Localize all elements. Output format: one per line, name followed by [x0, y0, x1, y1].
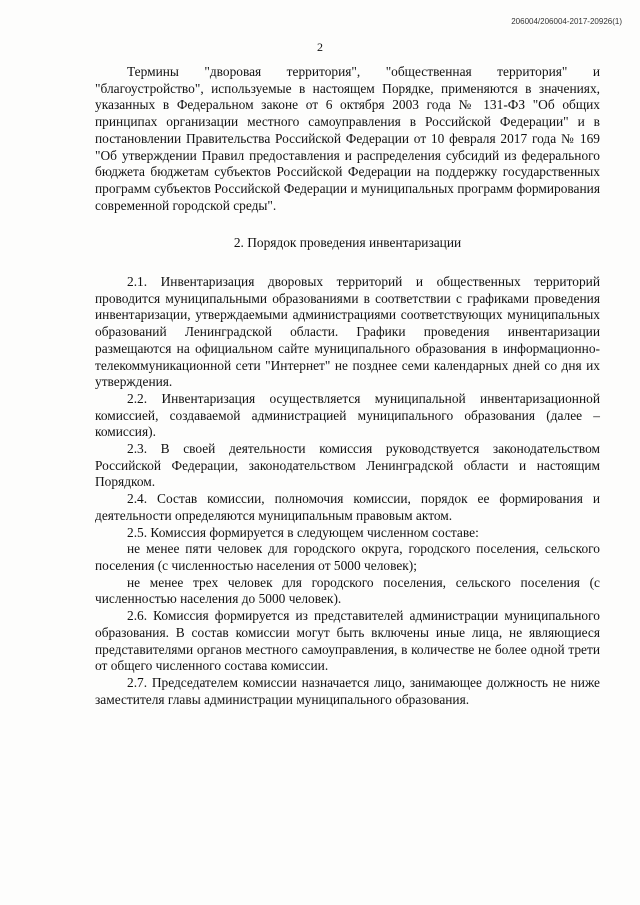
page-number: 2 — [317, 40, 323, 54]
intro-paragraph: Термины "дворовая территория", "общественная территория" и "благоустройство", используемые в настоящем Порядке, применяются в значениях, указанных в Федеральном законе от 6 октября 2003 года № 131-ФЗ "Об общих принципах организации местного самоуправления в Российской Федерации" и в постановлении Правительства Российской Федерации от 10 февраля 2017 года № 169 "Об утверждении Правил предоставления и распределения субсидий из федерального бюджета бюджетам субъектов Российской Федерации на поддержку государственных программ субъектов Российской Федерации и муниципальных программ формирования современной городской среды". — [95, 64, 600, 213]
paragraph-2-6: 2.6. Комиссия формируется из представителей администрации муниципального образования. В состав комиссии могут быть включены иные лица, не являющиеся представителями органов местного самоуправления, в количестве не более одной трети от общего численного состава комиссии. — [95, 608, 600, 674]
document-body — [95, 64, 600, 708]
paragraph-2-3: 2.3. В своей деятельности комиссия руководствуется законодательством Российской Федерации, законодательством Ленинградской области и настоящим Порядком. — [95, 441, 600, 490]
paragraph-2-4: 2.4. Состав комиссии, полномочия комиссии, порядок ее формирования и деятельности определяются муниципальным правовым актом. — [95, 491, 600, 523]
paragraph-2-5-item-2: не менее трех человек для городского поселения, сельского поселения (с численностью населения до 5000 человек). — [95, 574, 600, 607]
paragraph-2-5-item-1: не менее пяти человек для городского округа, городского поселения, сельского поселения (с численностью населения от 5000 человек); — [95, 541, 600, 573]
paragraph-2-2: 2.2. Инвентаризация осуществляется муниципальной инвентаризационной комиссией, создаваемой администрацией муниципального образования (далее – комиссия). — [95, 390, 600, 440]
paragraph-2-1: 2.1. Инвентаризация дворовых территорий и общественных территорий проводится муниципальными образованиями в соответствии с графиками проведения инвентаризации, утверждаемыми администрациями соответствующих муниципальных образований Ленинградской области. Графики проведения инвентаризации размещаются на официальном сайте муниципального образования в информационно-телекоммуникационной сети "Интернет" не позднее семи календарных дней со дня их утверждения. — [95, 274, 600, 390]
paragraph-2-7: 2.7. Председателем комиссии назначается лицо, занимающее должность не ниже заместителя главы администрации муниципального образования. — [95, 674, 600, 707]
paragraph-2-5: 2.5. Комиссия формируется в следующем численном составе: — [127, 524, 479, 540]
document-id: 206004/206004-2017-20926(1) — [511, 17, 622, 26]
section-heading: 2. Порядок проведения инвентаризации — [233, 235, 462, 251]
